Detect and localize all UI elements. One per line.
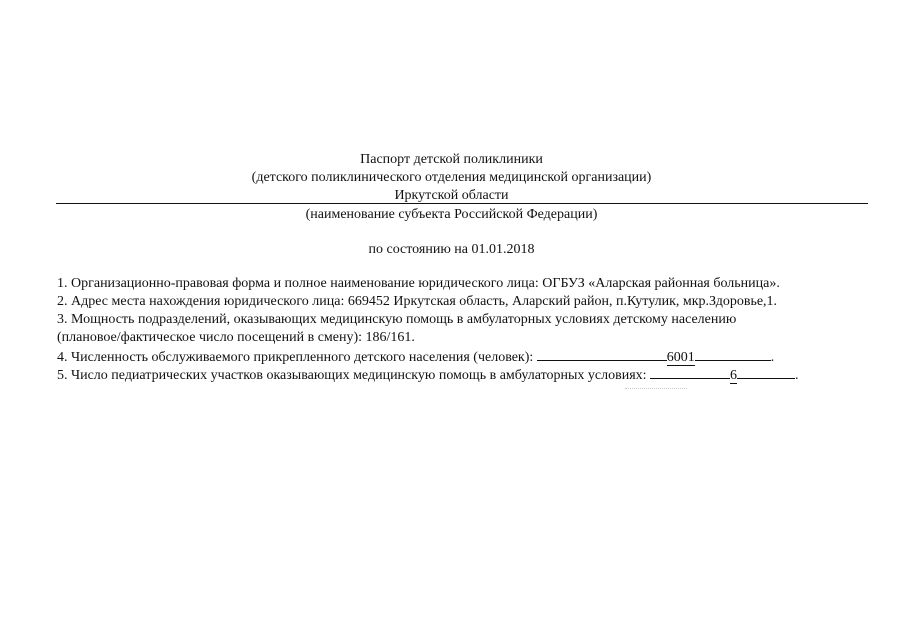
item-4-value: 6001 xyxy=(666,350,695,365)
item-3-line-2: (плановое/фактическое число посещений в смену): 186/161. xyxy=(57,330,415,345)
item-4-blank-before xyxy=(537,347,667,361)
item-5-value: 6 xyxy=(730,368,738,383)
item-4-end-mark: . xyxy=(770,350,775,365)
as-of-date: по состоянию на 01.01.2018 xyxy=(368,242,535,257)
item-1: 1. Организационно-правовая форма и полное наименование юридического лица: ОГБУЗ «Аларская районная больница». xyxy=(57,276,780,291)
region-underline xyxy=(56,203,868,204)
scan-smudge xyxy=(625,388,687,391)
item-2: 2. Адрес места нахождения юридического лица: 669452 Иркутская область, Аларский район, п.Кутулик, мкр.Здоровье,1. xyxy=(57,294,778,309)
item-5-blank-after xyxy=(737,365,795,379)
item-5-blank-before xyxy=(650,365,730,379)
item-3-line-1: 3. Мощность подразделений, оказывающих медицинскую помощь в амбулаторных условиях детскому населению xyxy=(57,312,737,327)
region-name: Иркутской области xyxy=(394,188,509,203)
item-5 xyxy=(57,365,799,385)
document-subtitle: (детского поликлинического отделения медицинской организации) xyxy=(251,170,652,185)
item-4-blank-after xyxy=(695,347,771,361)
region-caption: (наименование субъекта Российской Федерации) xyxy=(305,207,598,222)
item-5-label: 5. Число педиатрических участков оказывающих медицинскую помощь в амбулаторных условиях: xyxy=(57,368,647,383)
item-4 xyxy=(57,347,774,367)
item-5-end-mark: . xyxy=(795,368,799,383)
document-title: Паспорт детской поликлиники xyxy=(360,152,543,167)
item-4-label: 4. Численность обслуживаемого прикрепленного детского населения (человек): xyxy=(57,350,534,365)
